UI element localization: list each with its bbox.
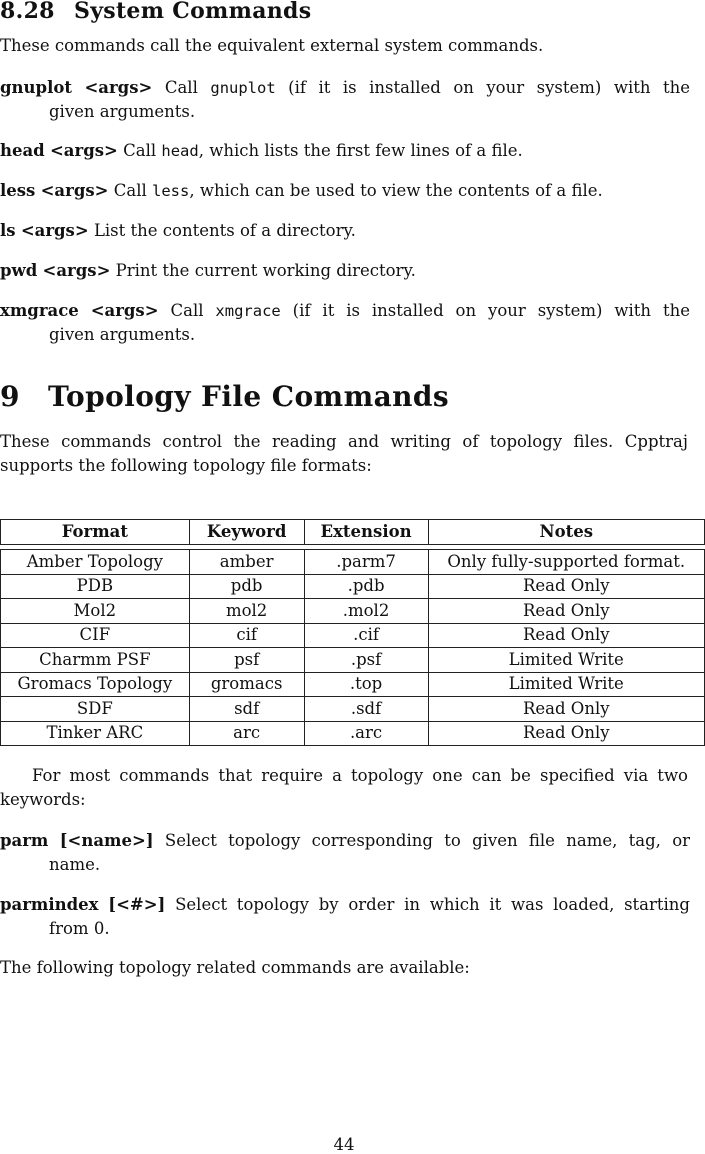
table-cell: .top	[304, 672, 428, 697]
section-title: System Commands	[74, 0, 312, 24]
table-cell: .parm7	[304, 550, 428, 575]
command-desc: Call	[170, 301, 216, 320]
table-cell: Read Only	[428, 697, 705, 722]
command-name: less	[0, 181, 36, 200]
command-name: gnuplot	[0, 78, 72, 97]
table-row	[1, 599, 705, 624]
command-args: <args>	[40, 181, 109, 200]
table-cell: arc	[189, 721, 304, 746]
table-cell: Mol2	[1, 599, 190, 624]
table-cell: amber	[189, 550, 304, 575]
command-item-ls	[0, 219, 690, 243]
table-row	[1, 574, 705, 599]
table-cell: sdf	[189, 697, 304, 722]
command-code: less	[152, 182, 190, 200]
section-title: Topology File Commands	[48, 380, 450, 413]
table-row	[1, 648, 705, 673]
keyword-item-parmindex	[0, 893, 690, 941]
command-item-gnuplot	[0, 76, 690, 124]
table-cell: Read Only	[428, 599, 705, 624]
command-desc-continued: given arguments.	[49, 325, 196, 344]
table-cell: Read Only	[428, 574, 705, 599]
table-cell: psf	[189, 648, 304, 673]
command-desc: Print the current working directory.	[115, 261, 416, 280]
keyword-item-parm	[0, 829, 690, 877]
paragraph-line-2: keywords:	[0, 790, 86, 809]
command-name: xmgrace	[0, 301, 79, 320]
table-cell: .psf	[304, 648, 428, 673]
column-header-notes: Notes	[428, 520, 705, 545]
section-intro-line-1: These commands control the reading and writing of topology files. Cpptraj	[0, 432, 688, 451]
closing-sentence: The following topology related commands are available:	[0, 958, 470, 977]
table-row	[1, 550, 705, 575]
keyword-args: [<#>]	[108, 895, 166, 914]
section-number: 9	[0, 380, 20, 413]
command-desc-tail: (if it is installed on your system) with the	[280, 301, 690, 320]
command-code: head	[161, 142, 199, 160]
table-cell: Only fully-supported format.	[428, 550, 705, 575]
command-code: xmgrace	[215, 302, 281, 320]
keyword-name: parmindex	[0, 895, 99, 914]
command-args: <args>	[49, 141, 118, 160]
keyword-name: parm	[0, 831, 49, 850]
table-row	[1, 721, 705, 746]
command-desc-tail: , which lists the first few lines of a file.	[198, 141, 523, 160]
section-number: 8.28	[0, 0, 55, 24]
topology-format-table	[0, 519, 705, 746]
table-cell: gromacs	[189, 672, 304, 697]
table-header-row	[1, 520, 705, 545]
table-cell: .mol2	[304, 599, 428, 624]
table-row	[1, 672, 705, 697]
keyword-desc: Select topology by order in which it was loaded, starting	[175, 895, 690, 914]
table-row	[1, 623, 705, 648]
command-desc-tail: (if it is installed on your system) with the	[275, 78, 691, 97]
keyword-desc-continued: from 0.	[49, 919, 110, 938]
command-args: <args>	[90, 301, 159, 320]
command-name: ls	[0, 221, 16, 240]
command-desc-continued: given arguments.	[49, 102, 196, 121]
paragraph-line-1: For most commands that require a topology one can be specified via two	[32, 766, 688, 785]
section-heading-8-28	[0, 0, 311, 24]
column-header-extension: Extension	[304, 520, 428, 545]
command-desc-tail: , which can be used to view the contents of a file.	[189, 181, 603, 200]
table-row	[1, 697, 705, 722]
section-heading-9	[0, 380, 449, 413]
keyword-desc: Select topology corresponding to given file name, tag, or	[164, 831, 691, 850]
command-name: pwd	[0, 261, 38, 280]
table-cell: Charmm PSF	[1, 648, 190, 673]
table-cell: PDB	[1, 574, 190, 599]
command-desc: List the contents of a directory.	[93, 221, 356, 240]
table-cell: Gromacs Topology	[1, 672, 190, 697]
command-code: gnuplot	[210, 79, 276, 97]
section-intro: These commands call the equivalent external system commands.	[0, 36, 544, 55]
table-cell: CIF	[1, 623, 190, 648]
table-cell: SDF	[1, 697, 190, 722]
table-cell: pdb	[189, 574, 304, 599]
command-desc: Call	[113, 181, 152, 200]
column-header-keyword: Keyword	[189, 520, 304, 545]
command-item-less	[0, 179, 690, 203]
section-intro-line-2: supports the following topology file formats:	[0, 456, 372, 475]
command-item-head	[0, 139, 690, 163]
column-header-format: Format	[1, 520, 190, 545]
table-cell: .sdf	[304, 697, 428, 722]
keyword-args: [<name>]	[59, 831, 154, 850]
table-cell: .cif	[304, 623, 428, 648]
table-cell: .arc	[304, 721, 428, 746]
table-cell: Limited Write	[428, 648, 705, 673]
table-cell: Tinker ARC	[1, 721, 190, 746]
table-cell: Read Only	[428, 721, 705, 746]
keyword-desc-continued: name.	[49, 855, 101, 874]
table-cell: Amber Topology	[1, 550, 190, 575]
command-args: <args>	[84, 78, 153, 97]
command-args: <args>	[20, 221, 89, 240]
table-cell: Read Only	[428, 623, 705, 648]
page-number: 44	[333, 1135, 355, 1154]
command-item-xmgrace	[0, 299, 690, 347]
command-name: head	[0, 141, 45, 160]
table-cell: cif	[189, 623, 304, 648]
table-cell: Limited Write	[428, 672, 705, 697]
command-item-pwd	[0, 259, 690, 283]
table-cell: mol2	[189, 599, 304, 624]
command-desc: Call	[164, 78, 211, 97]
command-desc: Call	[123, 141, 162, 160]
table-cell: .pdb	[304, 574, 428, 599]
command-args: <args>	[42, 261, 111, 280]
